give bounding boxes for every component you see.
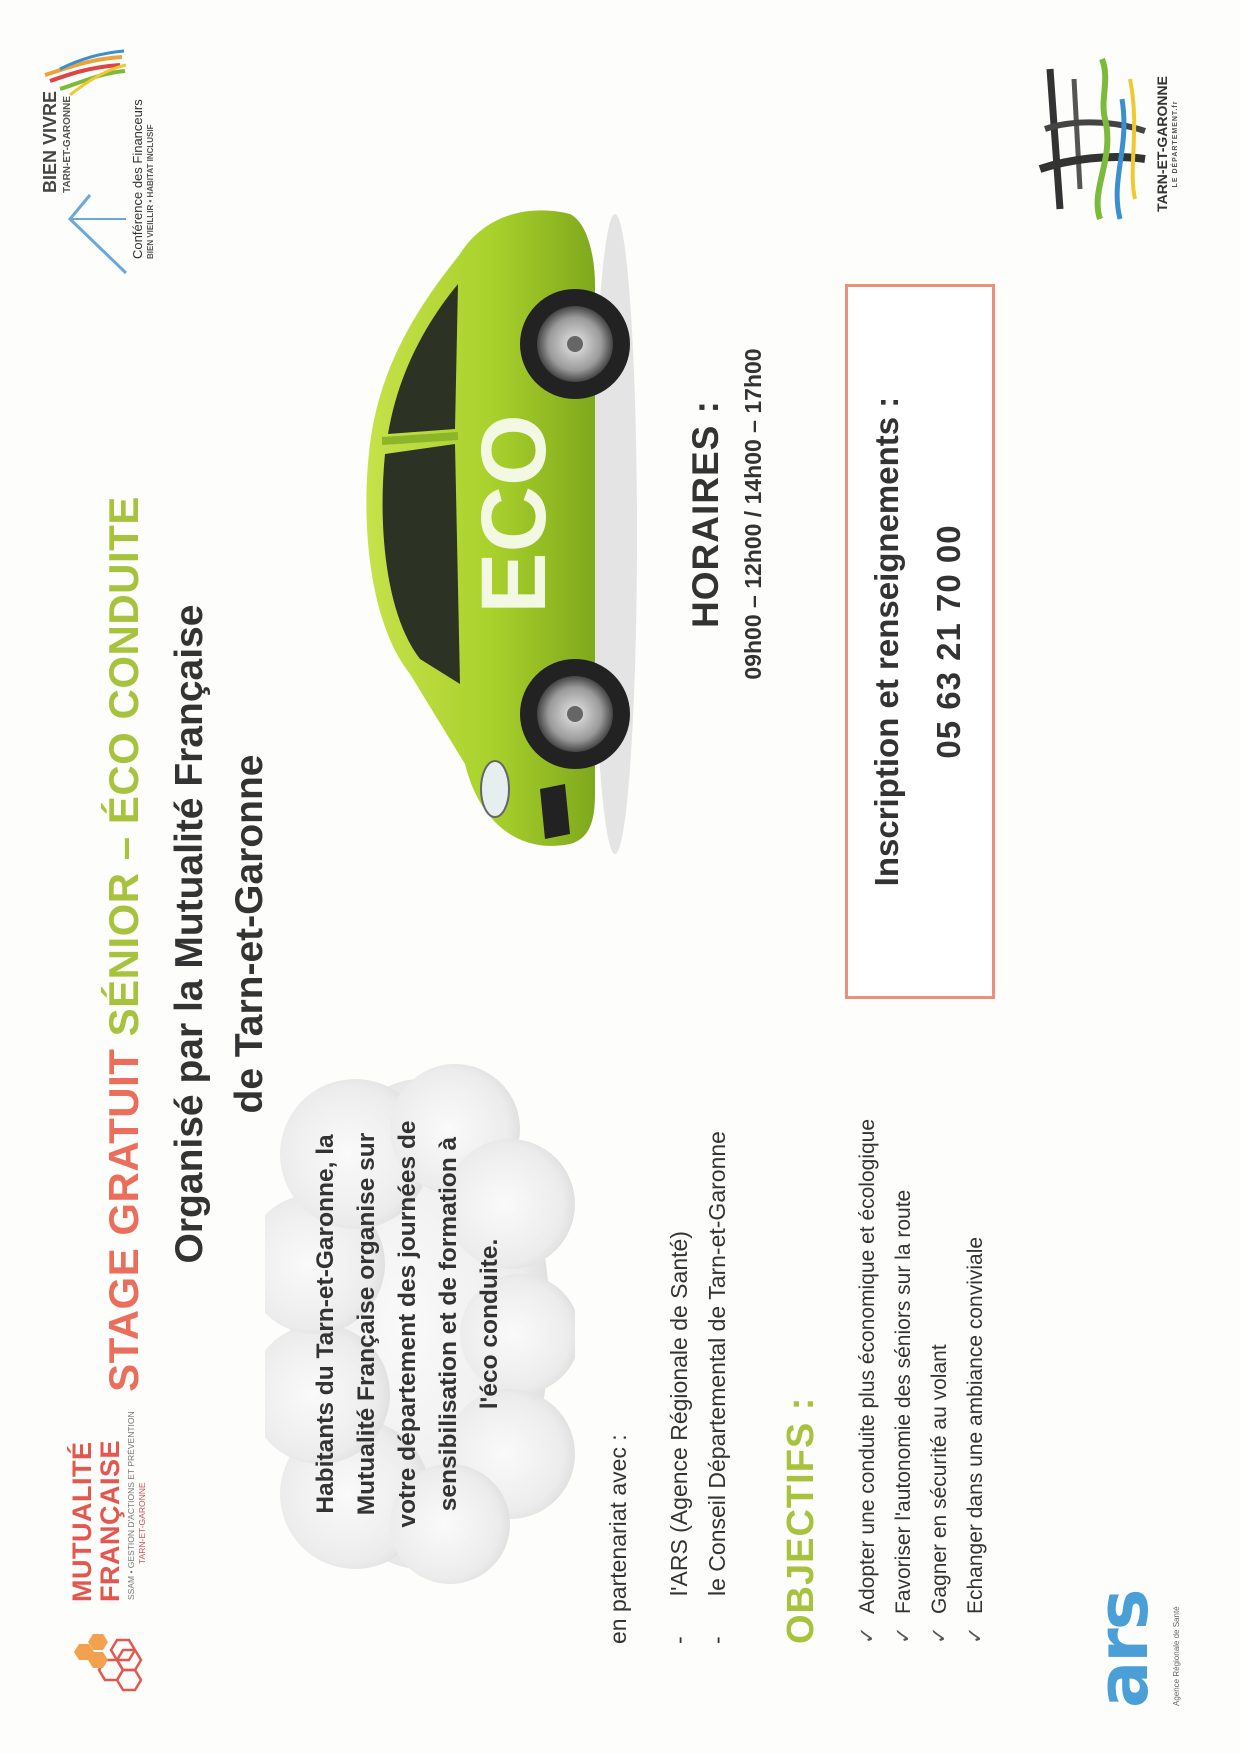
bien-vivre-title: BIEN VIVRE bbox=[40, 90, 60, 193]
inscription-phone: 05 63 21 70 00 bbox=[930, 524, 967, 759]
title-part-senior-eco-conduite: SÉNIOR – ÉCO CONDUITE bbox=[100, 496, 147, 1037]
list-item bbox=[886, 1119, 922, 1644]
mutualite-region: TARN-ET-GARONNE bbox=[137, 1482, 147, 1564]
checkmark-icon: ✓ bbox=[892, 1626, 915, 1644]
horaires-title: HORAIRES : bbox=[685, 400, 726, 628]
bien-vivre-sub: TARN-ET-GARONNE bbox=[62, 95, 73, 193]
eco-car-illustration bbox=[290, 184, 650, 884]
hexagon-icon bbox=[55, 1608, 145, 1694]
list-item bbox=[922, 1119, 958, 1644]
checkmark-icon: ✓ bbox=[928, 1626, 951, 1644]
tarn-et-garonne-sub: LE DÉPARTEMENT.fr bbox=[1172, 100, 1179, 188]
tarn-et-garonne-emblem-icon bbox=[1030, 39, 1154, 249]
list-item bbox=[958, 1119, 994, 1644]
ars-logo bbox=[1080, 1564, 1190, 1714]
partner-text: le Conseil Départemental de Tarn-et-Garonne bbox=[704, 1131, 730, 1596]
subtitle-line2: de Tarn-et-Garonne bbox=[228, 754, 271, 1114]
intro-cloud bbox=[265, 1064, 575, 1584]
objectif-text: Adopter une conduite plus économique et écologique bbox=[856, 1118, 879, 1614]
bullet-dash: - bbox=[704, 1636, 730, 1644]
checkmark-icon: ✓ bbox=[856, 1626, 879, 1644]
mutualite-subline: SSAM • GESTION D'ACTIONS ET PRÉVENTION bbox=[126, 1411, 136, 1600]
objectifs-list bbox=[850, 1119, 994, 1644]
conference-financeurs-sub: BIEN VIEILLIR • HABITAT INCLUSIF bbox=[146, 124, 155, 259]
title-part-stage-gratuit: STAGE GRATUIT bbox=[100, 1036, 147, 1392]
bullet-dash: - bbox=[666, 1636, 692, 1644]
intro-line2: Mutualité Française organise sur bbox=[353, 1132, 380, 1516]
partner-text: l'ARS (Agence Régionale de Santé) bbox=[666, 1231, 692, 1596]
intro-text bbox=[305, 1114, 510, 1534]
horaires-value: 09h00 – 12h00 / 14h00 – 17h00 bbox=[740, 348, 766, 680]
ars-logo-text: ars bbox=[1082, 1590, 1164, 1708]
list-item bbox=[660, 1131, 698, 1644]
objectif-text: Echanger dans une ambiance conviviale bbox=[964, 1236, 987, 1614]
list-item bbox=[850, 1119, 886, 1644]
intro-line1: Habitants du Tarn-et-Garonne, la bbox=[312, 1134, 339, 1514]
intro-line4: sensibilisation et de formation à bbox=[435, 1136, 462, 1512]
inscription-title: Inscription et renseignements : bbox=[868, 396, 905, 887]
conference-financeurs: Conférence des Financeurs bbox=[130, 99, 145, 259]
objectif-text: Gagner en sécurité au volant bbox=[928, 1344, 951, 1614]
car-eco-label: ECO bbox=[463, 414, 565, 614]
subtitle-line1: Organisé par la Mutualité Française bbox=[168, 604, 211, 1264]
intro-line3: votre département des journées de bbox=[394, 1120, 421, 1528]
tarn-et-garonne-name: TARN-ET-GARONNE bbox=[1154, 76, 1170, 212]
objectifs-title: OBJECTIFS : bbox=[780, 1396, 822, 1644]
tarn-et-garonne-logo bbox=[1030, 39, 1200, 249]
bien-vivre-logo bbox=[30, 29, 170, 279]
page-subtitle bbox=[160, 534, 280, 1334]
checkmark-icon: ✓ bbox=[964, 1626, 987, 1644]
partners-list bbox=[660, 1131, 736, 1644]
page-title bbox=[100, 344, 148, 1544]
intro-line5: l'éco conduite. bbox=[476, 1238, 503, 1410]
ars-logo-sub: Agence Régionale de Santé bbox=[1172, 1606, 1181, 1706]
mutualite-name-line2: FRANÇAISE bbox=[95, 1439, 125, 1602]
inscription-box bbox=[845, 284, 995, 999]
objectif-text: Favoriser l'autonomie des séniors sur la route bbox=[892, 1189, 915, 1614]
list-item bbox=[698, 1131, 736, 1644]
mutualite-name-line1: MUTUALITÉ bbox=[67, 1441, 97, 1602]
partners-intro: en partenariat avec : bbox=[605, 1434, 631, 1644]
